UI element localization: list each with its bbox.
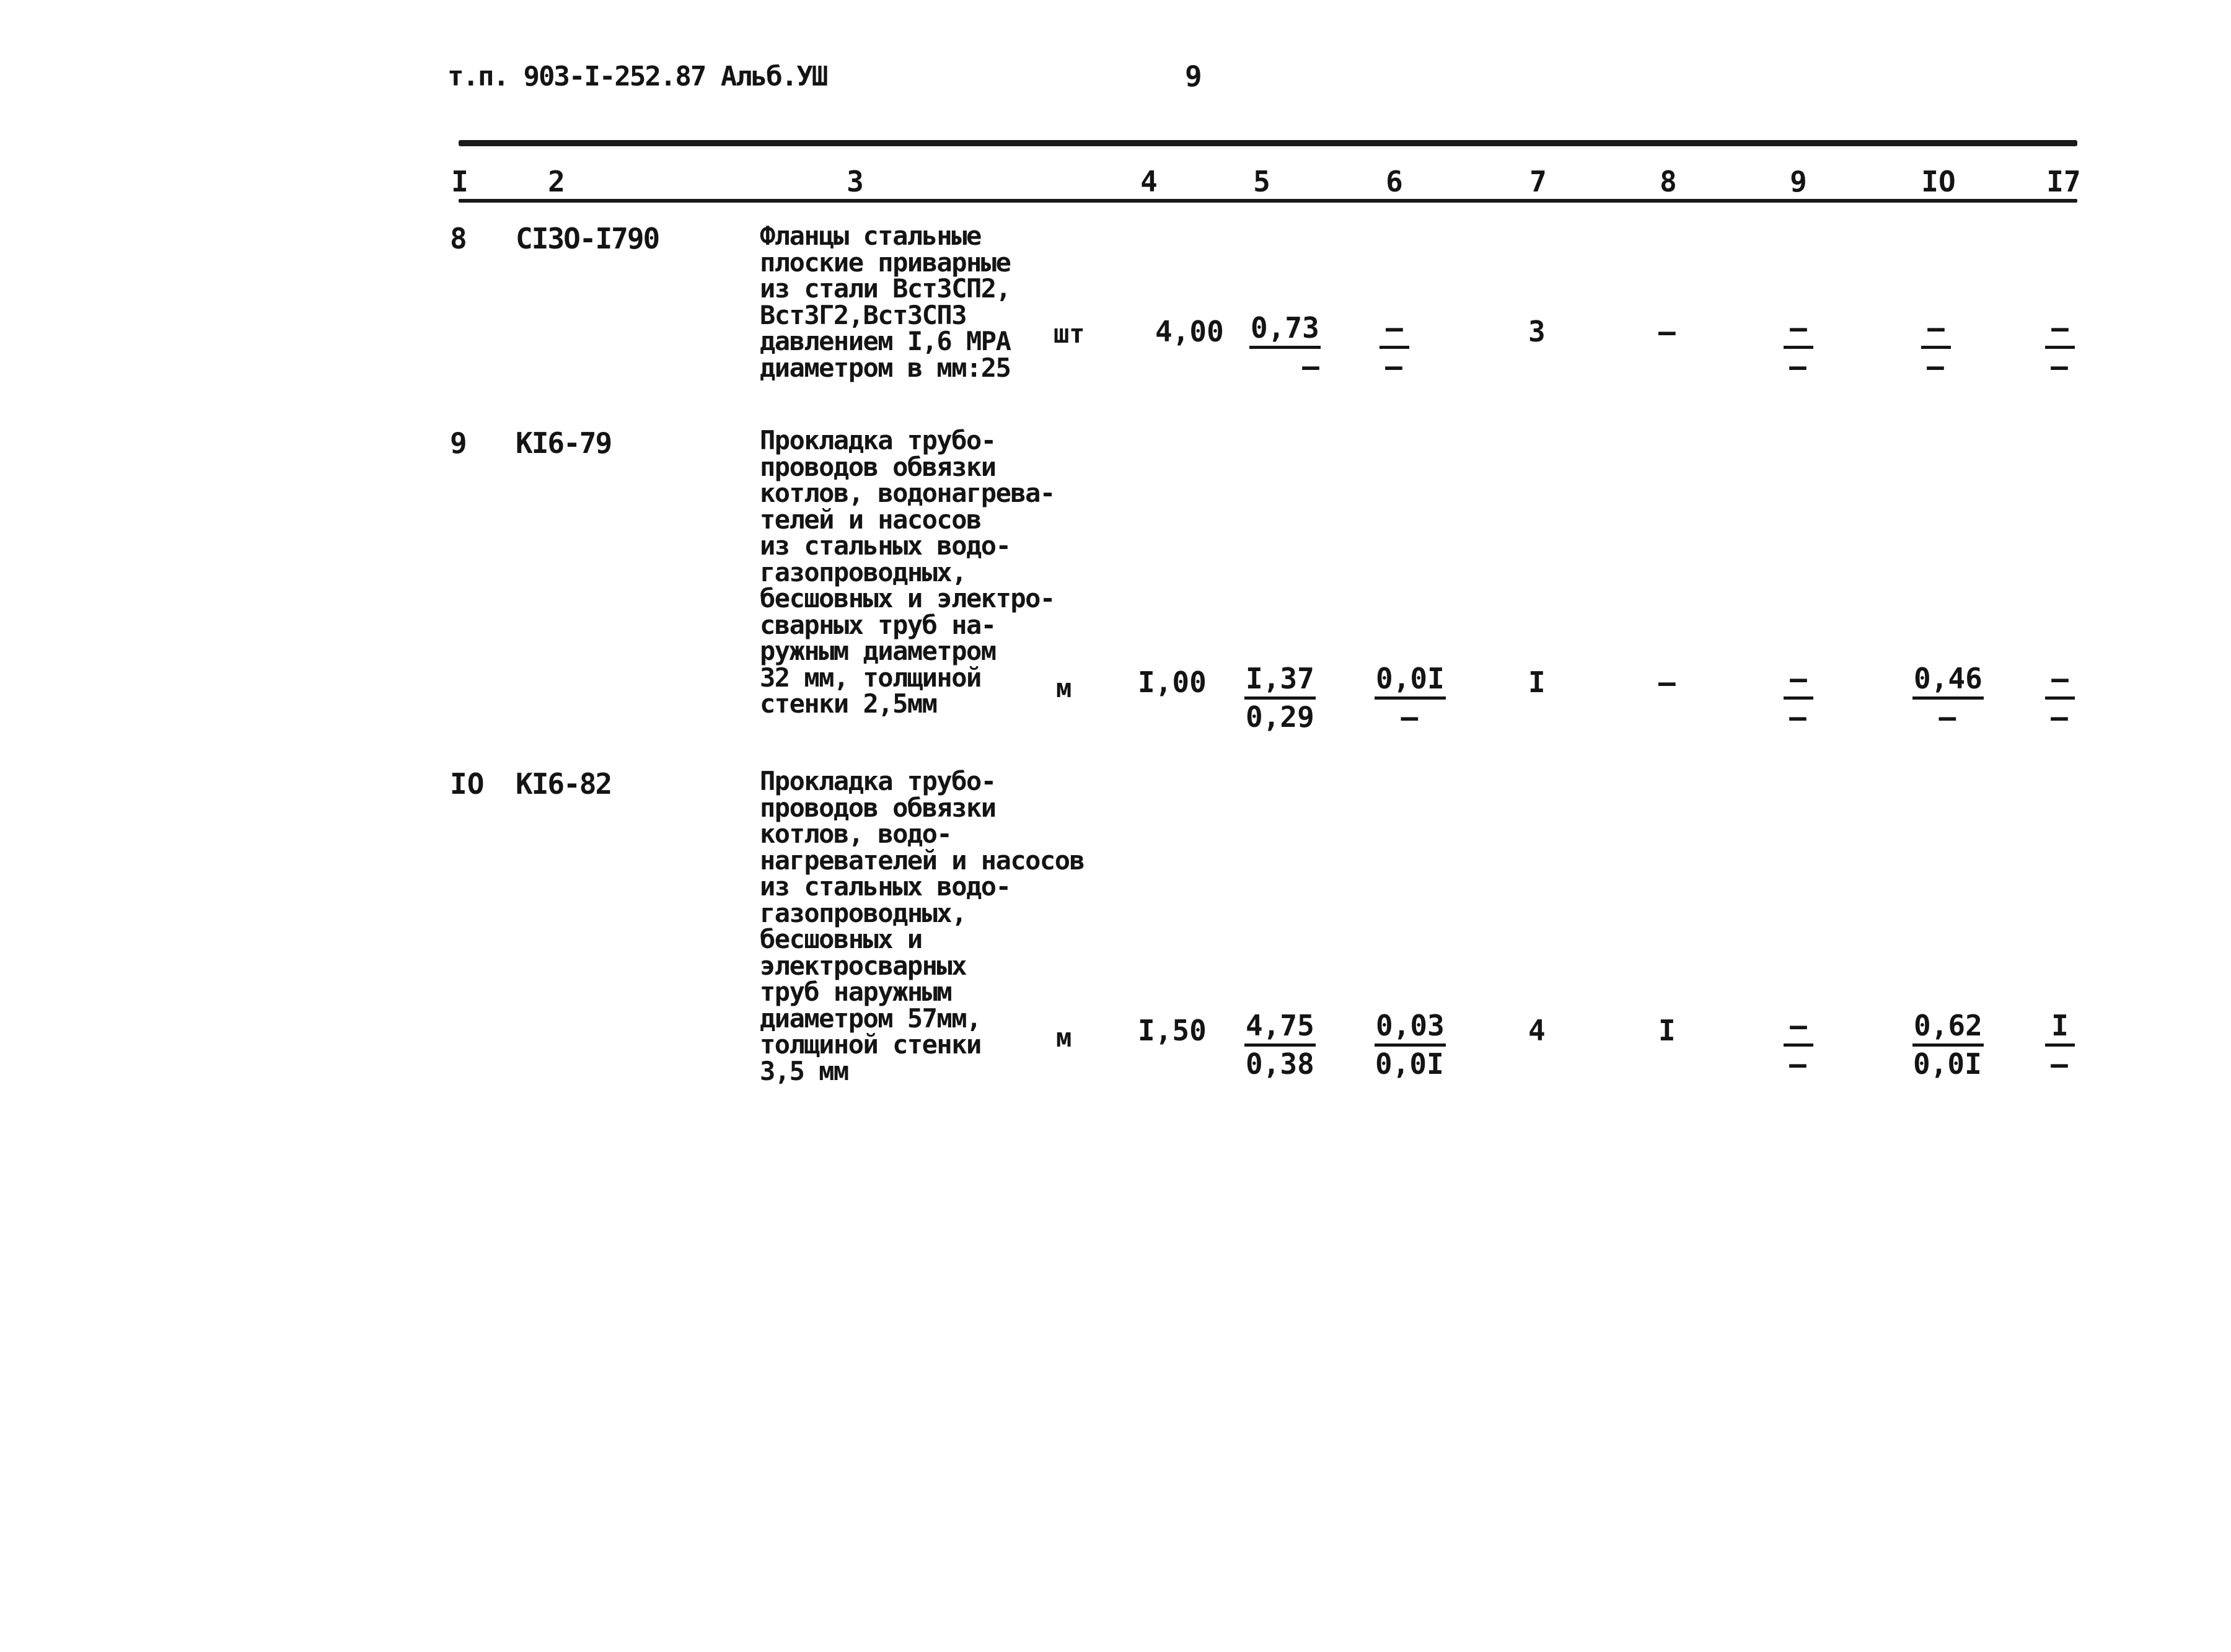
row-description: Фланцы стальные плоские приварные из стали ВстЗСП2, ВстЗГ2,ВстЗСПЗ давлением I,6 МРА диаметром в мм:25 xyxy=(760,221,1011,383)
col9-numerator: – xyxy=(1784,312,1813,349)
row-quantity: I,50 xyxy=(1138,1014,1207,1047)
col9-numerator: – xyxy=(1784,663,1813,700)
row-unit: шт xyxy=(1054,319,1085,349)
table-top-rule xyxy=(459,140,2077,146)
column-header-11: I7 xyxy=(2046,165,2081,198)
row-col5-value xyxy=(1249,312,1321,384)
col5-numerator: 4,75 xyxy=(1244,1010,1316,1047)
column-header-5: 5 xyxy=(1253,165,1270,198)
col5-denominator: 0,29 xyxy=(1246,700,1314,734)
row-col8-value: – xyxy=(1658,315,1676,348)
col11-denominator: – xyxy=(2051,349,2068,383)
col10-numerator: 0,62 xyxy=(1912,1010,1984,1047)
col10-denominator: 0,0I xyxy=(1913,1047,1982,1081)
column-header-2: 2 xyxy=(548,165,565,198)
row-col11-value xyxy=(2045,1010,2075,1081)
col10-numerator: 0,46 xyxy=(1912,663,1984,700)
row-description: Прокладка трубо- проводов обвязки котлов, водо- нагревателей и насосов из стальных водо- газопроводных, бесшовных и электросварных труб наружным диаметром 57мм, толщиной стенки 3,5 мм xyxy=(760,766,1085,1086)
col5-denominator: 0,38 xyxy=(1246,1047,1314,1081)
col10-denominator: – xyxy=(1927,349,1944,383)
row-unit: м xyxy=(1056,673,1072,703)
column-header-10: IO xyxy=(1921,165,1956,198)
column-header-7: 7 xyxy=(1529,165,1547,198)
col9-numerator: – xyxy=(1784,1010,1813,1047)
row-col11-value xyxy=(2045,663,2075,734)
row-col5-value xyxy=(1244,663,1316,734)
row-col8-value: – xyxy=(1658,666,1676,699)
row-number: 8 xyxy=(450,222,467,255)
column-header-4: 4 xyxy=(1140,165,1158,198)
row-description: Прокладка трубо- проводов обвязки котлов, водонагрева- телей и насосов из стальных водо- газопроводных, бесшовных и электро- сварных труб на- ружным диаметром 32 мм, толщиной стенки 2,5мм xyxy=(760,425,1055,719)
document-code: т.п. 903-I-252.87 Альб.УШ xyxy=(447,61,827,92)
row-number: IO xyxy=(450,767,485,801)
row-col6-value xyxy=(1380,312,1409,384)
row-col8-value: I xyxy=(1658,1014,1676,1047)
col11-denominator: – xyxy=(2051,700,2068,734)
col9-denominator: – xyxy=(1789,349,1806,383)
row-quantity: I,00 xyxy=(1138,666,1207,699)
col6-denominator: – xyxy=(1401,700,1419,734)
row-number: 9 xyxy=(450,426,467,460)
row-col7-value: 3 xyxy=(1528,315,1546,348)
col10-numerator: – xyxy=(1921,312,1951,349)
col11-denominator: – xyxy=(2051,1047,2068,1081)
row-col6-value xyxy=(1375,663,1446,734)
row-col5-value xyxy=(1244,1010,1316,1081)
col9-denominator: – xyxy=(1789,1047,1806,1081)
row-quantity: 4,00 xyxy=(1155,315,1224,348)
row-col11-value xyxy=(2045,312,2075,384)
col5-numerator: I,37 xyxy=(1244,663,1316,700)
row-unit: м xyxy=(1056,1022,1072,1053)
row-col7-value: I xyxy=(1528,666,1546,699)
row-col9-value xyxy=(1784,1010,1813,1081)
header-bottom-rule xyxy=(459,199,2077,203)
row-col9-value xyxy=(1784,312,1813,384)
row-code: KI6-82 xyxy=(516,767,612,801)
col6-numerator: – xyxy=(1380,312,1409,349)
col6-denominator: – xyxy=(1385,349,1402,383)
column-header-8: 8 xyxy=(1660,165,1677,198)
col5-denominator: – xyxy=(1302,349,1319,383)
row-col10-value xyxy=(1921,312,1951,384)
col6-numerator: 0,03 xyxy=(1375,1010,1446,1047)
row-col6-value xyxy=(1375,1010,1446,1081)
row-col10-value xyxy=(1912,1010,1984,1081)
column-header-3: 3 xyxy=(847,165,864,198)
column-header-9: 9 xyxy=(1790,165,1807,198)
row-col10-value xyxy=(1912,663,1984,734)
row-code: CI3O-I790 xyxy=(516,222,659,255)
col9-denominator: – xyxy=(1789,700,1806,734)
row-col7-value: 4 xyxy=(1528,1014,1546,1047)
col6-denominator: 0,0I xyxy=(1375,1047,1444,1081)
row-col9-value xyxy=(1784,663,1813,734)
col11-numerator: – xyxy=(2045,312,2075,349)
column-header-1: I xyxy=(451,165,469,198)
col11-numerator: – xyxy=(2045,663,2075,700)
col6-numerator: 0,0I xyxy=(1375,663,1446,700)
page-number: 9 xyxy=(1185,59,1202,93)
column-header-6: 6 xyxy=(1386,165,1403,198)
col11-numerator: I xyxy=(2045,1010,2075,1047)
row-code: KI6-79 xyxy=(516,426,612,460)
col10-denominator: – xyxy=(1938,700,1956,734)
col5-numerator: 0,73 xyxy=(1249,312,1321,349)
